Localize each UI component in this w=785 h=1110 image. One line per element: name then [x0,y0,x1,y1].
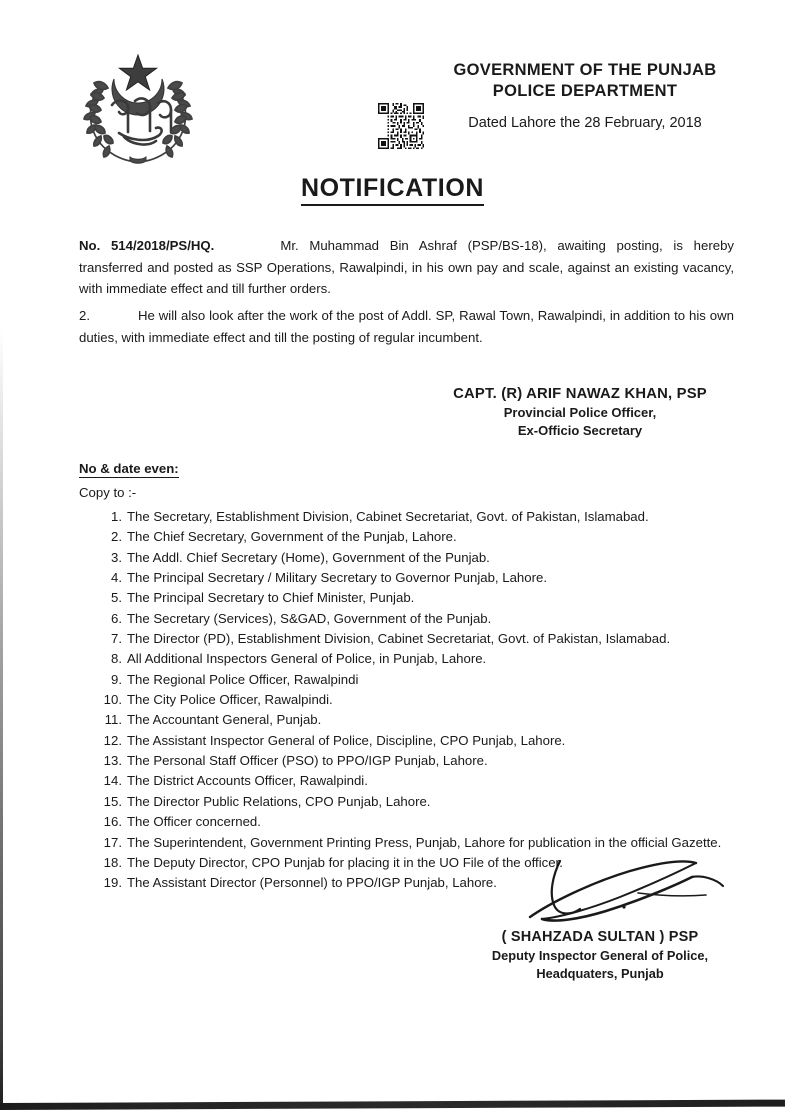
signatory-bottom-designation-1: Deputy Inspector General of Police, [491,948,709,963]
page-title [0,174,785,203]
signatory-bottom-name: ( SHAHZADA SULTAN ) PSP [501,929,699,945]
department-line: POLICE DEPARTMENT [492,82,678,100]
list-item: 2. The Chief Secretary, Government of the Punjab, Lahore. [111,529,457,545]
scan-edge-left [0,0,3,1110]
qr-code-icon [378,103,424,149]
list-item: 17. The Superintendent, Government Printing Press, Punjab, Lahore for publication in the official Gazette. [103,834,722,850]
paragraph-2-text: He will also look after the work of the post of Addl. SP, Rawal Town, Rawalpindi, in addition to his own duties, with immediate effect and till the posting of regular incumbent. [79,308,734,345]
list-item: 1. The Secretary, Establishment Division, Cabinet Secretariat, Govt. of Pakistan, Islamabad. [111,509,649,524]
page-title-text: NOTIFICATION [301,174,484,206]
list-item: 14. The District Accounts Officer, Rawalpindi. [103,773,368,789]
signatory-block-top [400,385,760,439]
government-line: GOVERNMENT OF THE PUNJAB [453,61,717,79]
signatory-top-name: CAPT. (R) ARIF NAWAZ KHAN, PSP [453,386,707,402]
dated-line: Dated Lahore the 28 February, 2018 [468,115,702,131]
copy-to-label: Copy to :- [79,485,137,500]
list-item: 10. The City Police Officer, Rawalpindi. [103,692,333,708]
list-item: 7. The Director (PD), Establishment Division, Cabinet Secretariat, Govt. of Pakistan, Islamabad. [111,631,671,647]
list-item: 4. The Principal Secretary / Military Secretary to Governor Punjab, Lahore. [111,570,547,586]
list-item: 19. The Assistant Director (Personnel) to PPO/IGP Punjab, Lahore. [103,875,497,891]
list-item: 5. The Principal Secretary to Chief Minister, Punjab. [111,590,415,606]
letterhead-text [420,60,750,131]
distribution-list [99,507,749,894]
list-item: 3. The Addl. Chief Secretary (Home), Government of the Punjab. [111,549,490,565]
scan-edge-bottom [0,1100,785,1110]
paragraph-2-number: 2. [79,308,90,323]
list-item: 11. The Accountant General, Punjab. [104,712,322,728]
signatory-block-bottom [425,928,775,982]
list-item: 6. The Secretary (Services), S&GAD, Government of the Punjab. [111,610,492,626]
list-item: 15. The Director Public Relations, CPO Punjab, Lahore. [103,793,431,809]
paragraph-2 [79,305,734,348]
list-item: 12. The Assistant Inspector General of Police, Discipline, CPO Punjab, Lahore. [103,732,566,748]
list-item: 18. The Deputy Director, CPO Punjab for placing it in the UO File of the officer. [103,854,563,870]
list-item: 8. All Additional Inspectors General of Police, in Punjab, Lahore. [111,651,487,667]
signatory-bottom-designation-2: Headquaters, Punjab [536,965,664,981]
list-item: 13. The Personal Staff Officer (PSO) to PPO/IGP Punjab, Lahore. [103,753,488,769]
list-item: 9. The Regional Police Officer, Rawalpindi [111,671,359,687]
signatory-top-designation-1: Provincial Police Officer, [503,405,657,420]
no-and-date-even-heading: No & date even: [79,461,179,476]
signatory-top-designation-2: Ex-Officio Secretary [517,422,643,438]
paragraph-1 [79,235,734,300]
list-item: 16. The Officer concerned. [103,814,261,830]
punjab-police-emblem-icon [72,33,204,167]
reference-number: No. 514/2018/PS/HQ. [79,238,215,253]
paragraph-1-text: Mr. Muhammad Bin Ashraf (PSP/BS-18), awaiting posting, is hereby transferred and posted as SSP Operations, Rawalpindi, in his own pay and scale, against an existing vacancy, with immediate effect and till further orders. [79,238,734,296]
